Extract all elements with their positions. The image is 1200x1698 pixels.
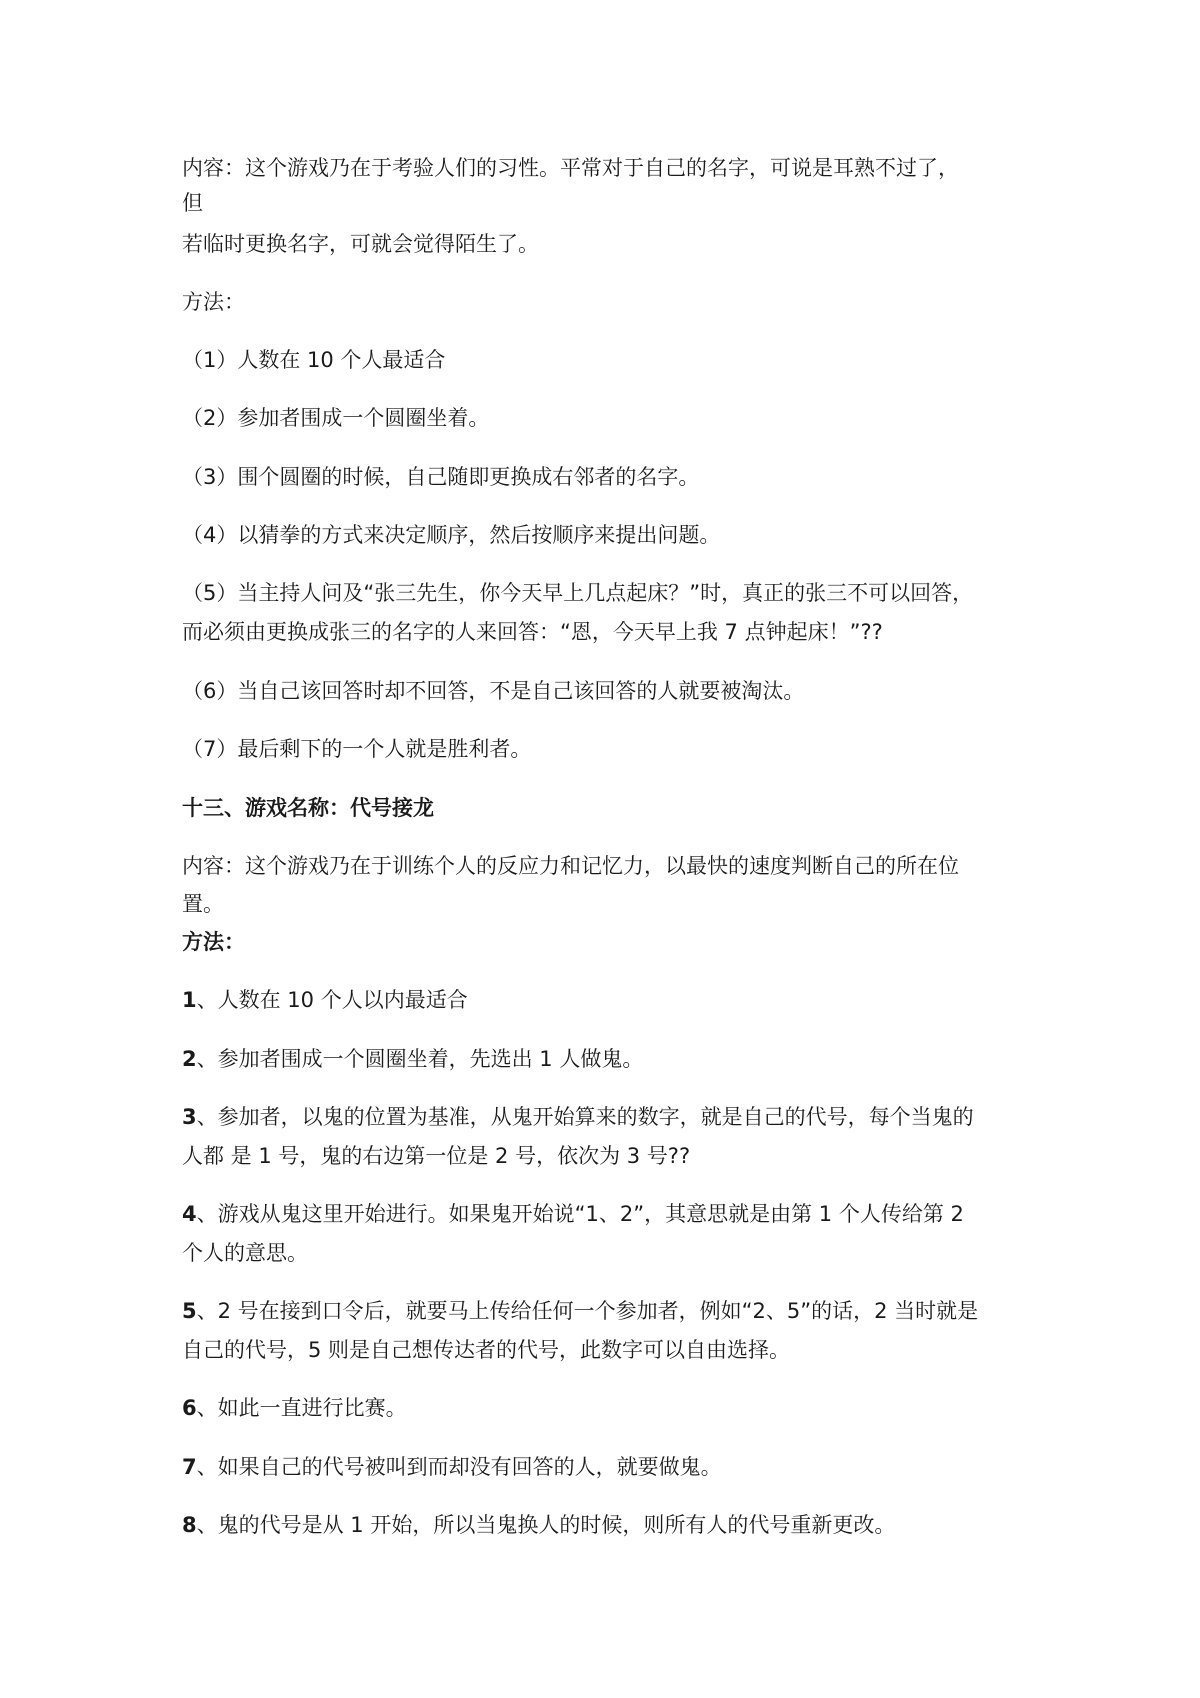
item-text: 、参加者围成一个圆圈坐着，先选出 1 人做鬼。 — [196, 1047, 644, 1071]
list-item — [182, 1452, 1042, 1482]
list-item — [182, 1296, 1042, 1326]
list-item — [182, 1102, 1042, 1132]
list-item — [182, 985, 1042, 1015]
step-item: （2）参加者围成一个圆圈坐着。 — [182, 406, 490, 430]
step-item: （6）当自己该回答时却不回答，不是自己该回答的人就要被淘汰。 — [182, 679, 805, 703]
list-item — [182, 1199, 1042, 1229]
item-number: 4 — [182, 1202, 197, 1226]
content-line: 若临时更换名字，可就会觉得陌生了。 — [182, 232, 539, 256]
list-item-continued: 个人的意思。 — [182, 1241, 308, 1265]
list-item — [182, 1393, 1042, 1423]
list-item-continued: 人都 是 1 号，鬼的右边第一位是 2 号，依次为 3 号?? — [182, 1144, 691, 1168]
item-text: 、如此一直进行比赛。 — [196, 1396, 407, 1420]
step-item: （3）围个圆圈的时候，自己随即更换成右邻者的名字。 — [182, 465, 700, 489]
content-line: 置。 — [182, 892, 224, 916]
content-line: 但 — [182, 191, 203, 215]
step-item: （1）人数在 10 个人最适合 — [182, 348, 446, 372]
list-item — [182, 1044, 1042, 1074]
item-number: 7 — [182, 1455, 197, 1479]
step-item-continued: 而必须由更换成张三的名字的人来回答：“恩，今天早上我 7 点钟起床！”?? — [182, 620, 883, 644]
item-text: 、人数在 10 个人以内最适合 — [196, 988, 468, 1012]
item-number: 6 — [182, 1396, 197, 1420]
item-text: 、游戏从鬼这里开始进行。如果鬼开始说“1、2”，其意思就是由第 1 个人传给第 2 — [196, 1202, 964, 1226]
method-label: 方法： — [182, 930, 245, 954]
item-number: 2 — [182, 1047, 197, 1071]
section-heading: 十三、游戏名称：代号接龙 — [182, 796, 434, 820]
item-number: 3 — [182, 1105, 197, 1129]
step-item: （4）以猜拳的方式来决定顺序，然后按顺序来提出问题。 — [182, 523, 721, 547]
item-number: 5 — [182, 1299, 197, 1323]
list-item — [182, 1510, 1042, 1540]
content-line: 内容：这个游戏乃在于训练个人的反应力和记忆力，以最快的速度判断自己的所在位 — [182, 854, 959, 878]
item-number: 1 — [182, 988, 197, 1012]
method-label: 方法： — [182, 290, 245, 314]
content-line — [182, 153, 1042, 183]
content-text: 这个游戏乃在于考验人们的习性。平常对于自己的名字，可说是耳熟不过了， — [245, 156, 959, 180]
item-text: 、鬼的代号是从 1 开始，所以当鬼换人的时候，则所有人的代号重新更改。 — [196, 1513, 896, 1537]
content-label: 内容： — [182, 156, 245, 180]
item-number: 8 — [182, 1513, 197, 1537]
list-item-continued: 自己的代号，5 则是自己想传达者的代号，此数字可以自由选择。 — [182, 1338, 791, 1362]
item-text: 、如果自己的代号被叫到而却没有回答的人，就要做鬼。 — [196, 1455, 722, 1479]
item-text: 、2 号在接到口令后，就要马上传给任何一个参加者，例如“2、5”的话，2 当时就是 — [196, 1299, 979, 1323]
item-text: 、参加者，以鬼的位置为基准，从鬼开始算来的数字，就是自己的代号，每个当鬼的 — [196, 1105, 974, 1129]
step-item: （5）当主持人问及“张三先生，你今天早上几点起床？”时，真正的张三不可以回答， — [182, 581, 974, 605]
step-item: （7）最后剩下的一个人就是胜利者。 — [182, 737, 532, 761]
